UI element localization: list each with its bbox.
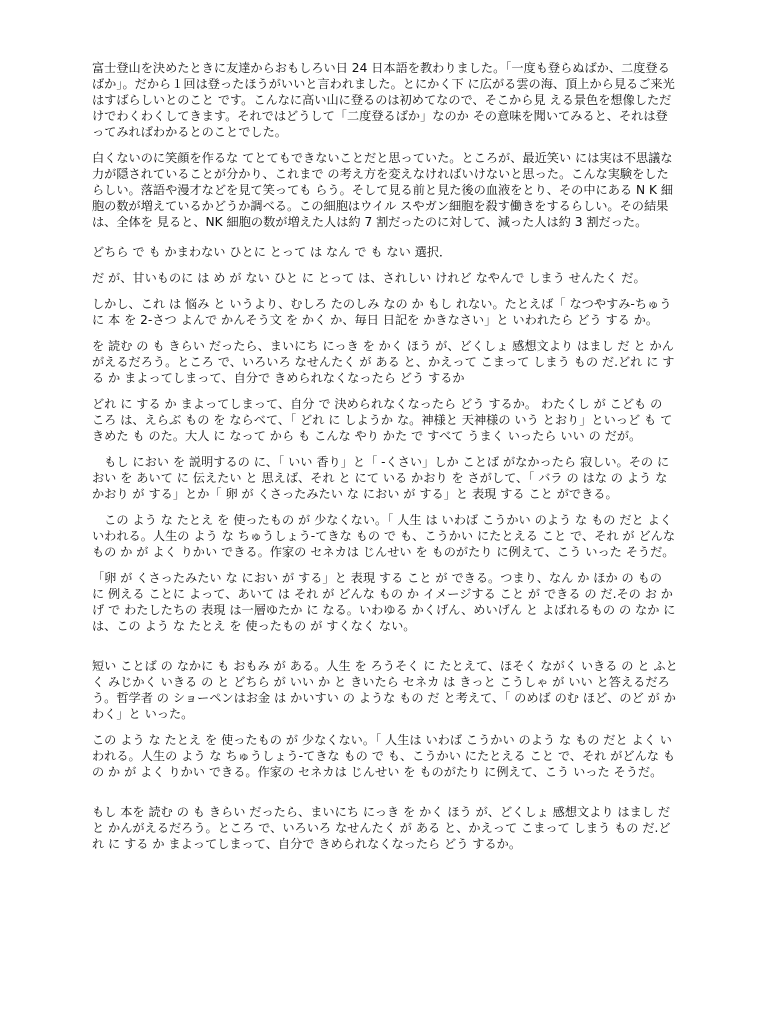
paragraph-laughter-experiment: 白くないのに笑顔を作るな てとてもできないことだと思っていた。ところが、最近笑い には実は不思議な力が隠されていることが分かり、これまで の考え方を変えなければいけないと思った。こんな実験をしたらしい。落語や漫才などを見て笑っても らう。そして見る前と見た後の血液をとり、その中にある N K 細胞の数が増えているかどうか調べる。この細胞はウイル スやガン細胞を殺す働きをするらしい。その結果は、全体を 見ると、NK 細胞の数が増えた人は約 7 割だったのに対して、減った人は約 3 割だった。 (92, 151, 674, 229)
paragraph-reading: を 読む の も きらい だったら、まいにち にっき を かく ほう が、どくしょ 感想文より はまし だ と かんがえるだろう。ところ で、いろいろ なせんたく が ある と、かえって こまって しまう もの だ.どれ に する か まよってしまって、自分で きめられなくなったら どう するか (92, 339, 675, 385)
paragraph-sweets: だ が、甘いものに は め が ない ひと に とって は、されしい けれど なやんで しまう せんたく だ。 (92, 271, 646, 285)
document-body (92, 60, 678, 862)
paragraph-life-voyage-repeat: この よう な たとえ を 使ったもの が 少なくない。「 人生は いわば こうかい のよう な もの だと よく いわれる。人生の よう な ちゅうしょう-てきな もの で も、こうかい にたとえる こと で、それ がどんな もの か が よく りかい できる。作家の セネカは じんせい を ものがたり に例えて、こう いった そうだ。 (92, 733, 676, 779)
paragraph-smell: もし におい を 説明するの に、「 いい 香り」と「 -くさい」しか ことば がなかったら 寂しい。その におい を あいて に 伝えたい と 思えば、それ と にて いる かおり を さがして、「 バラ の はな の よう な かおり が する」とか「 卵 が くさったみたい な におい が する」と 表現 する こと ができる。 (92, 455, 670, 501)
paragraph-short-words: 短い ことば の なかに も おもみ が ある。人生 を ろうそく に たとえて、ほそく ながく いきる の と ふとく みじかく いきる の と どちら が いい か と きいたら セネカ は きっと こうしゃ が いい と答えるだろう。哲学者 の ショーペンはお金 は かいすい の ような もの だ と考えて、「 のめば のむ ほど、のど が かわく」と いった。 (92, 659, 678, 721)
paragraph-fuji-climb: 富士登山を決めたときに友達からおもしろい日 24 日本語を教わりました。「一度も登らぬばか、二度登るばか」。だから１回は登ったほうがいいと言われました。とにかく下 に広がる雲の海、頂上から見るご来光はすばらしいとのこと です。こんなに高い山に登るのは初めてなので、そこから見 える景色を想像しただけでわくわくしてきます。それではどうして「二度登るばか」なのか その意味を聞いてみると、それは登ってみればわかるとのことでした。 (92, 61, 675, 139)
paragraph-reading-repeat: もし 本を 読む の も きらい だったら、まいにち にっき を かく ほう が、どくしょ 感想文より はまし だ と かんがえるだろう。ところ で、いろいろ なせんたく が ある と、かえって こまって しまう もの だ.どれ に する か まよってしまって、自分で きめられなくなったら どう するか。 (92, 805, 671, 851)
paragraph-choice: どちら で も かまわない ひとに とって は なん で も ない 選択． (92, 245, 452, 259)
paragraph-deciding: どれ に する か まよってしまって、自分 で 決められなくなったら どう するか。 わたくし が こども の ころ は、えらぶ もの を ならべて、「 どれ に しようか な。神様と 天神様の いう とおり」といっど も てきめた も のた。大人 に なって から も こんな やり かた で すべて うまく いったら いい の だが。 (92, 397, 673, 443)
paragraph-metaphor: 「卵 が くさったみたい な におい が する」と 表現 する こと が できる。つまり、なん か ほか の もの に 例える ことに よって、あいて は それ が どんな もの か イメージする こと が できる の だ.その お かげ で わたしたちの 表現 は一層ゆたか に なる。いわゆる かくげん、めいげん と よばれるもの の なか に は、この よう な たとえ を 使ったもの が すくなく ない。 (92, 571, 676, 633)
paragraph-life-voyage: この よう な たとえ を 使ったもの が 少なくない。「 人生 は いわば こうかい のよう な もの だと よく いわれる。人生の よう な ちゅうしょう-てきな もの で も、こうかい にたとえる こと で、それ が どんな もの か が よく りかい できる。作家の セネカは じんせい を ものがたり に例えて、こう いった そうだ。 (92, 513, 676, 559)
paragraph-worry: しかし、これ は 悩み と いうより、むしろ たのしみ なの か もし れない。たとえば「 なつやすみ-ちゅう に 本 を 2-さつ よんで かんそう文 を かく か、毎日 日記を かきなさい」と いわれたら どう する か。 (92, 297, 672, 327)
